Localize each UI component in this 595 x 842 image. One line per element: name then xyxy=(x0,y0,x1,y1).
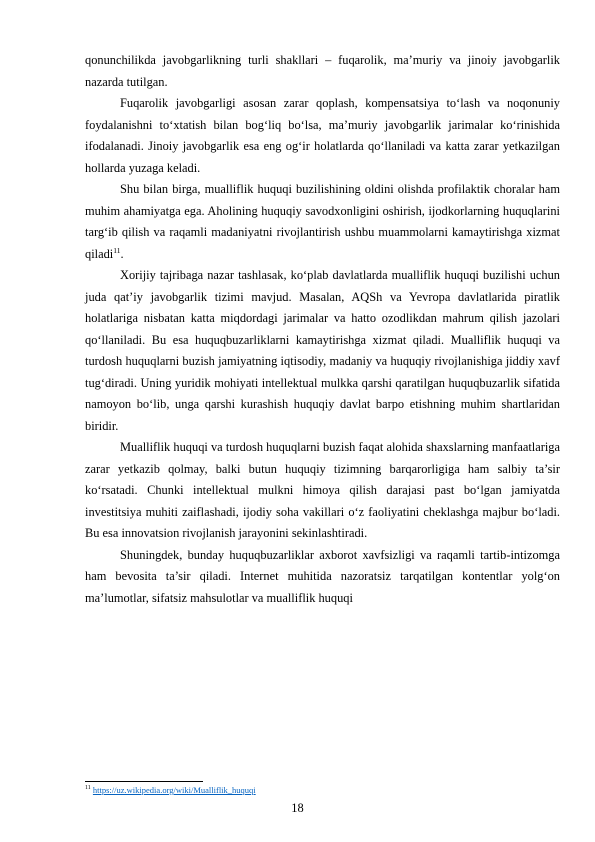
paragraph-3-end: . xyxy=(120,246,124,261)
footnote xyxy=(85,785,256,796)
paragraph-3 xyxy=(85,179,560,265)
footnote-reference[interactable]: 11 xyxy=(113,245,121,255)
document-body xyxy=(85,50,560,609)
paragraph-6: Shuningdek, bunday huquqbuzarliklar axborot xavfsizligi va raqamli tartib-intizomga ham bevosita ta’sir qiladi. Internet muhitida nazoratsiz tarqatilgan kontentlar yolg‘on ma’lumotlar, sifatsiz mahsulotlar va mualliflik huquqi xyxy=(85,547,560,605)
page-number: 18 xyxy=(291,801,304,815)
paragraph-3-text: Shu bilan birga, mualliflik huquqi buzilishining oldini olishda profilaktik choralar ham muhim ahamiyatga ega. Aholining huquqiy savodxonligini oshirish, ijodkorlarning huquqlarini targ‘ib qilish va raqamli madaniyatni rivojlantirish ushbu muammolarni kamaytirishga xizmat qiladi xyxy=(85,182,560,261)
footnote-link[interactable]: https://uz.wikipedia.org/wiki/Mualliflik_huquqi xyxy=(92,785,256,795)
paragraph-4: Xorijiy tajribaga nazar tashlasak, ko‘plab davlatlarda mualliflik huquqi buzilishi uchun juda qat’iy javobgarlik tizimi mavjud. Masalan, AQSh va Yevropa davlatlarida piratlik holatlariga nisbatan katta miqdordagi jarimalar va hatto ozodlikdan mahrum qilish jazolari qo‘llaniladi. Bu esa huquqbuzarliklarni kamaytirishga xizmat qiladi. Mualliflik huquqi va turdosh huquqlarni buzish jamiyatning iqtisodiy, madaniy va huquqiy rivojlanishiga jiddiy xavf tug‘diradi. Uning yuridik mohiyati intellektual mulkka qarshi qaratilgan huquqbuzarlik sifatida namoyon bo‘lib, unga qarshi kurashish huquqiy davlat barpo etishning muhim shartlaridan biridir. xyxy=(85,268,560,433)
paragraph-5: Mualliflik huquqi va turdosh huquqlarni buzish faqat alohida shaxslarning manfaatlariga zarar yetkazib qolmay, balki butun huquqiy tizimning barqarorligiga ham salbiy ta’sir ko‘rsatadi. Chunki intellektual mulkni himoya qilish darajasi past bo‘lgan jamiyatda investitsiya muhiti zaiflashadi, ijodiy soha vakillari o‘z faoliyatini cheklashga majbur bo‘ladi. Bu esa innovatsion rivojlanish jarayonini sekinlashtiradi. xyxy=(85,440,560,540)
footnote-number: 11 xyxy=(85,785,91,792)
paragraph-1: qonunchilikda javobgarlikning turli shakllari – fuqarolik, ma’muriy va jinoiy javobgarlik nazarda tutilgan. xyxy=(85,53,560,89)
footnote-separator xyxy=(85,781,203,782)
paragraph-2: Fuqarolik javobgarligi asosan zarar qoplash, kompensatsiya to‘lash va noqonuniy foydalanishni to‘xtatish bilan bog‘liq bo‘lsa, ma’muriy javobgarlik jarimalar ko‘rinishida ifodalanadi. Jinoiy javobgarlik esa eng og‘ir holatlarda qo‘llaniladi va katta zarar yetkazilgan hollarda yuzaga keladi. xyxy=(85,96,560,175)
